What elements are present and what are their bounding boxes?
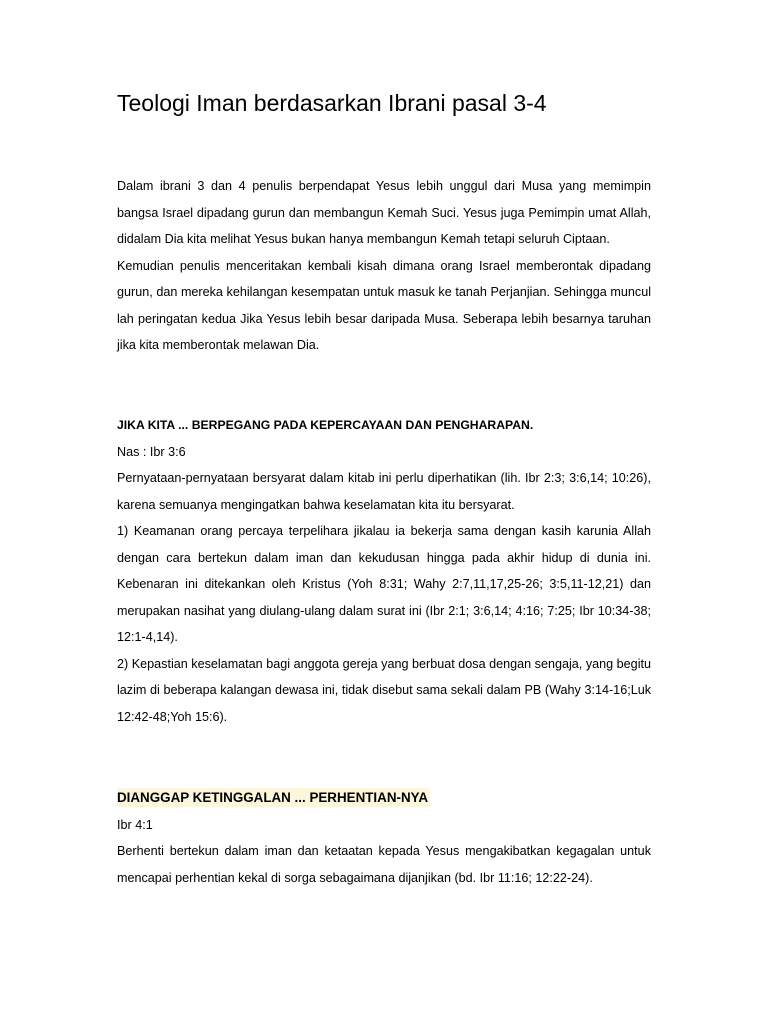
section-heading-rest bbox=[117, 785, 651, 812]
section-heading-rest-text: DIANGGAP KETINGGALAN ... PERHENTIAN-NYA bbox=[117, 790, 428, 805]
section-paragraph-point-2: 2) Kepastian keselamatan bagi anggota gereja yang berbuat dosa dengan sengaja, yang begitu lazim di beberapa kalangan dewasa ini, tidak disebut sama sekali dalam PB (Wahy 3:14-16;Luk 12:42-48;Yoh 15:6). bbox=[117, 656, 651, 724]
section-paragraph: Berhenti bertekun dalam iman dan ketaatan kepada Yesus mengakibatkan kegagalan untuk mencapai perhentian kekal di sorga sebagaimana dijanjikan (bd. Ibr 11:16; 12:22-24). bbox=[117, 844, 651, 885]
intro-paragraph-2: Kemudian penulis menceritakan kembali kisah dimana orang Israel memberontak dipadang gurun, dan mereka kehilangan kesempatan untuk masuk ke tanah Perjanjian. Sehingga muncul lah peringatan kedua Jika Yesus lebih besar daripada Musa. Seberapa lebih besarnya taruhan jika kita memberontak melawan Dia. bbox=[117, 258, 651, 352]
intro-paragraph-1: Dalam ibrani 3 dan 4 penulis berpendapat Yesus lebih unggul dari Musa yang memimpin bangsa Israel dipadang gurun dan membangun Kemah Suci. Yesus juga Pemimpin umat Allah, didalam Dia kita melihat Yesus bukan hanya membangun Kemah tetapi seluruh Ciptaan. bbox=[117, 179, 651, 246]
section-paragraph: Pernyataan-pernyataan bersyarat dalam kitab ini perlu diperhatikan (lih. Ibr 2:3; 3:6,14; 10:26), karena semuanya mengingatkan bahwa keselamatan kita itu bersyarat. bbox=[117, 471, 651, 512]
intro-section bbox=[117, 173, 651, 359]
document-title: Teologi Iman berdasarkan Ibrani pasal 3-4 bbox=[117, 90, 547, 116]
section-heading-faith-hope: JIKA KITA ... BERPEGANG PADA KEPERCAYAAN DAN PENGHARAPAN. bbox=[117, 418, 534, 432]
section-reference: Ibr 4:1 bbox=[117, 817, 153, 832]
section-reference: Nas : Ibr 3:6 bbox=[117, 444, 186, 459]
section-paragraph-point-1: 1) Keamanan orang percaya terpelihara jikalau ia bekerja sama dengan kasih karunia Allah dengan cara bertekun dalam iman dan kekudusan hingga pada akhir hidup di dunia ini. Kebenaran ini ditekankan oleh Kristus (Yoh 8:31; Wahy 2:7,11,17,25-26; 3:5,11-12,21) dan merupakan nasihat yang diulang-ulang dalam surat ini (Ibr 2:1; 3:6,14; 4:16; 7:25; Ibr 10:34-38; 12:1-4,14). bbox=[117, 524, 651, 644]
section-faith-hope bbox=[117, 412, 651, 730]
section-rest bbox=[117, 785, 651, 891]
